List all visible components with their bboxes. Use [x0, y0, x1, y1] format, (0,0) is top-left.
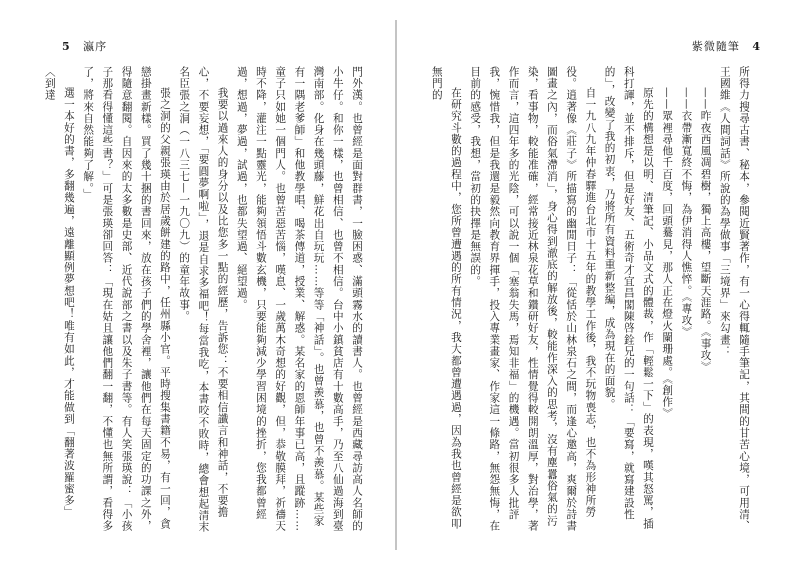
right-page-number: 4 [752, 40, 761, 53]
left-page [0, 0, 396, 561]
left-page-number: 5 [62, 40, 71, 53]
left-paragraph-2: 我要以過來人的身分以及比您多一點的經歷，告訴您：不要相信讖言和神話，不要擔心，不要妄想，「要圓夢啊啦」，退是自求多福吧！每當我吃，本書咬不敗時，總會想起清末名臣張之洞（一八三七—一九〇九）的童年故事。 [178, 66, 229, 534]
right-running-head: 紫微隨筆 [691, 40, 740, 53]
left-page-header [62, 38, 107, 54]
right-poem-line-2: ——衣帶漸寬終不悔，為伊消得人憔悴。《專攻》 [680, 87, 693, 339]
right-poem-line-3: ——眾裡尋他千百度，回頭驀見，那人正在燈火闌珊處。《創作》 [661, 87, 674, 420]
right-paragraph-3: 自一九八九年仲春驛進台北市十五年的教學工作後，我不玩物喪志，也不為形神所勞役。逍著像《莊子》所描寫的幽閒日子：「從恬於山林泉石之間，而逢心邀高，爽爾於詩書圖畫之內，而俗氣滯消」，身心得到澈底的解放後，較能作深入的思考，沒有塵囂俗氣的污染，看事物，較能准確，經常接近林泉花草和鑽研好友，性情覺得較開朗溫厚，對治學，著作而言，這四年多的光陰，可以說一個「塞翁失馬，焉知非福」的機遇。當初很多人批評我，惋惜我，但是我還是毅然向教育界揮手，投入專業畫家、作家這一條路，無怨無悔，在目前的感受，我想，當初的抉擇是無誤的。 [469, 66, 597, 532]
right-poem-line-1: ——昨夜西風凋碧樹，獨上高樓，望斷天涯路。《事攻》 [699, 87, 712, 374]
right-page-body [417, 66, 753, 536]
right-page [397, 0, 793, 561]
left-paragraph-3: 張之洞的父親張瑛由於居歲餅建的路中，任州縣小官。平時搜集書籍不易，有一回，貪戀掛畫新樣。買了幾十捆的書回來，放在孩子們的學舍裡，讓他們在每天固定的功課之外，得隨意翻閱。自因來的太多數是史部、近代說部之書以及朱子書等。有人笑張瑛說：「小孩子那看得懂這些書？」可是張瑛卻回答：「現在姑且讓他們翻一翻，不懂也無所謂，看得多了，將來自然能夠了解。」 [82, 66, 171, 532]
right-paragraph-4: 在研究斗數的過程中，您所曾遭遇的所有情況，我大都曾遭遇過，因為我也曾經是欲叩無門的 [430, 66, 462, 530]
left-paragraph-1: 門外漢。也曾經是面對群書，一臉困惑、滿頭霧水的讀書人。也曾經是西藏尋訪高人名師的小牛仔。和你一樣，也曾相信、也曾不相信。台中小鎮貧店有十數高手，乃至八仙過海到臺灣南部。化身在幾頭藤，鮮花出自玩玩……等等「神話」。也曾羨慕，也曾不羨慕。某些家有一隅老爹師」和他教學唱、喝茶傳道，授業、解惑。某名家的恩師年事已高，且蹤跡……童子只如她一個門人。也曾苦惡苦惱，嘆息、一歲萬木奇想的好觀，但，恭敬膜拜，祈禱天時不降，灌注一點靈光，能夠領悟斗數玄機，只要能夠減少學習困境的挫折，您我都曾經過，想過，夢過，試過，也都失望過、絕望過。 [235, 66, 363, 532]
right-paragraph-1: 所得力搜尋古書、秘本，參閱近賢著作，有一心得輒隨手筆記，其間的甘苦心境，可用清、王國維《人間詞話》所說的為學做事「三境界」來勾畫： [718, 66, 750, 532]
right-paragraph-2: 原先的構想是以明、清筆記、小品文式的體裁，作「輕鬆一下」的表現，嘆其怒罵，插科打諢，並不排斥，但是好友、五術奇才宜昌閣陳啓銓兄的一句話：「要寫，就寫建設性的」，改變了我的初衷，乃將所有資料重新整編，成為現在的面貌。 [603, 66, 654, 530]
left-paragraph-4: 選一本好的書，多翻幾遍，遠離顯例夢想吧！唯有如此，才能做到「翻著波羅蜜多」〈到達 [43, 66, 75, 519]
left-page-body [43, 66, 366, 536]
left-running-head: 瀛序 [83, 40, 108, 53]
right-page-header [692, 38, 761, 54]
